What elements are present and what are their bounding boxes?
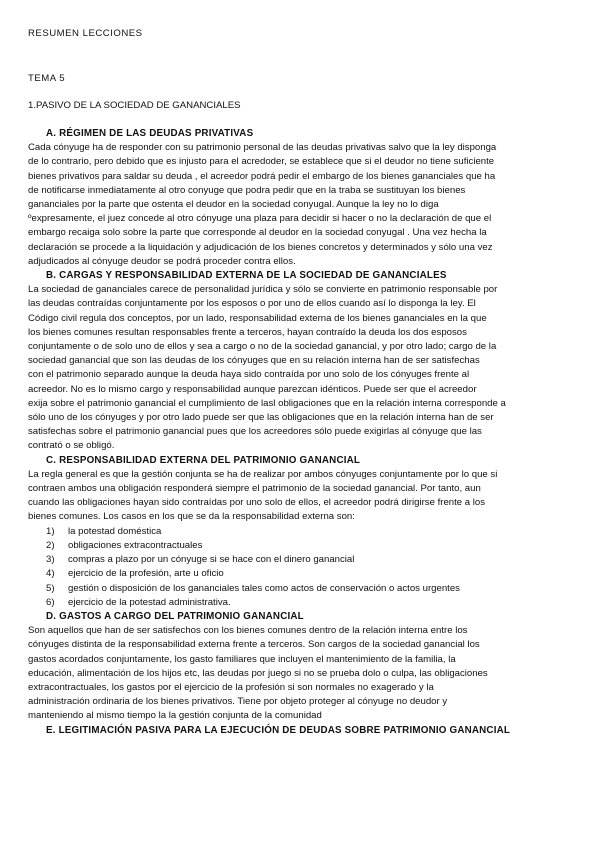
paragraph-line: cuando las obligaciones hayan sido contraídas por uno solo de ellos, el acreedor podrá dirigirse frente a los [28, 497, 486, 509]
list-item-text: ejercicio de la profesión, arte u oficio [68, 568, 224, 580]
paragraph-line: bienes comunes. Los casos en los que se da la responsabilidad externa son: [28, 511, 355, 523]
list-item-number: 4) [46, 568, 55, 580]
paragraph-line: las deudas contraídas conjuntamente por los esposos o por uno de ellos cuando así lo disponga la ley. El [28, 298, 476, 310]
list-item-number: 2) [46, 539, 55, 551]
paragraph-line: bienes privativos para saldar su deuda , el acreedor podrá pedir el embargo de los bienes gananciales que ha [28, 170, 496, 182]
list-item-number: 6) [46, 596, 55, 608]
paragraph-line: sociedad ganancial que son las deudas de los cónyuges que en su relación interna han de ser satisfechas [28, 355, 480, 367]
tema-label: TEMA 5 [28, 73, 66, 84]
paragraph-line: contrató o se obligó. [28, 440, 115, 452]
list-item [28, 539, 574, 553]
paragraph-line: contraen ambos una obligación responderá siempre el patrimonio de la sociedad ganancial. Por tanto, aun [28, 483, 481, 495]
section-c [28, 454, 574, 610]
document-body [28, 127, 574, 738]
list-item-text: ejercicio de la potestad administrativa. [68, 596, 231, 608]
paragraph-line: acreedor. No es lo mismo cargo y responsabilidad aunque parezcan idénticos. Puede ser que el acreedor [28, 383, 477, 395]
list-item [28, 567, 574, 581]
list-item-number: 1) [46, 525, 55, 537]
paragraph-line: con el patrimonio separado aunque la deuda haya sido contraída por uno solo de los cónyuges frente al [28, 369, 470, 381]
list-item-text: compras a plazo por un cónyuge si se hace con el dinero ganancial [68, 554, 355, 566]
paragraph-line: de notificarse inmediatamente al otro conyuge que podra pedir que en la traba se sustituyan los bienes [28, 184, 466, 196]
section-b [28, 269, 574, 454]
list-item [28, 582, 574, 596]
paragraph-line: La regla general es que la gestión conjunta se ha de realizar por ambos cónyuges conjuntamente por lo que si [28, 468, 498, 480]
list-item-text: gestión o disposición de los gananciales tales como actos de conservación o actos urgentes [68, 582, 460, 594]
paragraph-line: La sociedad de gananciales carece de personalidad jurídica y sólo se convierte en patrimonio responsable por [28, 284, 498, 296]
list-item-number: 3) [46, 554, 55, 566]
list-item [28, 553, 574, 567]
paragraph-line: exija sobre el patrimonio ganancial el cumplimiento de lasl obligaciones que en la relación interna corresponde a [28, 397, 506, 409]
paragraph-line: cónyuges distinta de la responsabilidad externa frente a terceros. Son cargos de la sociedad ganancial los [28, 639, 480, 651]
paragraph-line: Son aquellos que han de ser satisfechos con los bienes comunes dentro de la relación interna entre los [28, 625, 468, 637]
paragraph-line: educación, alimentación de los hijos etc, las deudas por juego si no se prueba dolo o culpa, las obligaciones [28, 667, 488, 679]
chapter-subtitle: 1.PASIVO DE LA SOCIEDAD DE GANANCIALES [28, 100, 241, 111]
list-item [28, 525, 574, 539]
section-heading: D. GASTOS A CARGO DEL PATRIMONIO GANANCIAL [46, 610, 304, 622]
paragraph-line: extracontractuales, los gastos por el ejercicio de la profesión si son normales no exagerado y la [28, 681, 434, 693]
paragraph-line: de lo contrario, pero debido que es injusto para el acredoder, se establece que si el deudor no tiene suficiente [28, 156, 495, 168]
paragraph-line: declaración se procede a la liquidación y adjudicación de los bienes concretos y determinados y sólo una vez [28, 241, 493, 253]
section-paragraph [28, 283, 574, 453]
section-heading: A. RÉGIMEN DE LAS DEUDAS PRIVATIVAS [46, 128, 254, 139]
paragraph-line: Cada cónyuge ha de responder con su patrimonio personal de las deudas privativas salvo que la ley disponga [28, 142, 497, 154]
section-paragraph [28, 468, 574, 525]
paragraph-line: embargo recaiga solo sobre la parte que corresponde al deudor en la sociedad conyugal . Una vez hecha la [28, 227, 487, 239]
section-d [28, 610, 574, 724]
section-heading: B. CARGAS Y RESPONSABILIDAD EXTERNA DE LA SOCIEDAD DE GANANCIALES [46, 270, 447, 282]
paragraph-line: sólo uno de los cónyuges y por otro lado puede ser que las obligaciones que en la relación interna han de ser [28, 412, 494, 424]
section-heading: C. RESPONSABILIDAD EXTERNA DEL PATRIMONIO GANANCIAL [46, 454, 361, 466]
paragraph-line: los bienes comunes resultan responsables frente a terceros, hayan contraído la deuda los dos esposos [28, 326, 467, 338]
paragraph-line: manteniendo al mismo tiempo la la gestión conjunta de la comunidad [28, 710, 322, 722]
list-item-number: 5) [46, 582, 55, 594]
section-e [28, 724, 574, 738]
paragraph-line: administración ordinaria de los bienes privativos. Tiene por objeto proteger al cónyuge no deudor y [28, 696, 448, 708]
paragraph-line: Código civil regula dos conceptos, por un lado, responsabilidad externa de los bienes gananciales en la que [28, 312, 487, 324]
paragraph-line: adjudicados al cónyuge deudor se podrá proceder contra ellos. [28, 255, 296, 267]
paragraph-line: conjuntamente o de solo uno de ellos y sea a cargo o no de la sociedad ganancial, y por otro lado; cargo de la [28, 341, 497, 353]
paragraph-line: satisfechas sobre el patrimonio ganancial pues que los acreedores sólo puede exigirlas al cónyuge que las [28, 426, 482, 438]
section-a [28, 127, 574, 269]
section-paragraph [28, 624, 574, 723]
section-paragraph [28, 141, 574, 269]
list-item [28, 596, 574, 610]
paragraph-line: gastos acordados conjuntamente, los gasto familiares que incluyen el mantenimiento de la familia, la [28, 653, 456, 665]
paragraph-line: ºexpresamente, el juez concede al otro cónyuge una plaza para decidir si hacer o no la declaración de que el [28, 213, 492, 225]
responsibility-list [28, 525, 574, 610]
list-item-text: obligaciones extracontractuales [68, 539, 203, 551]
paragraph-line: gananciales por la parte que ostenta el deudor en la sociedad conyugal. Aunque la ley no lo diga [28, 199, 439, 211]
list-item-text: la potestad doméstica [68, 525, 162, 537]
document-title: RESUMEN LECCIONES [28, 28, 143, 39]
section-heading: E. LEGITIMACIÓN PASIVA PARA LA EJECUCIÓN DE DEUDAS SOBRE PATRIMONIO GANANCIAL [46, 724, 511, 736]
